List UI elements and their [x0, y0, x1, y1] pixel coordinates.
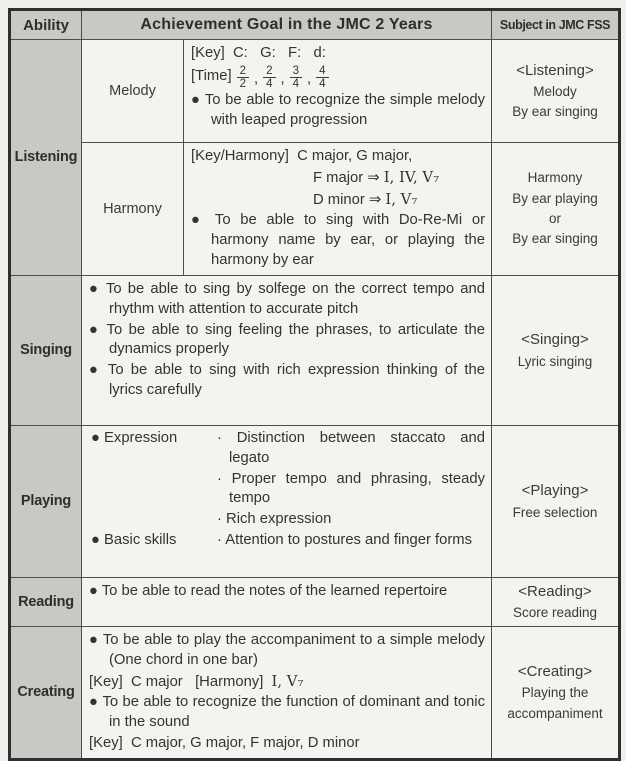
subject-line: Harmony — [527, 170, 583, 186]
subject-line: Lyric singing — [517, 353, 593, 369]
goal-cell-singing — [82, 275, 492, 425]
subject-cell-listening-melody — [492, 40, 620, 143]
ability-label-playing: Playing — [10, 425, 82, 577]
time-fraction: $\frac{4}{4}$ — [316, 65, 328, 90]
column-header-subject: Subject in JMC FSS — [492, 10, 620, 40]
playing-goal-grid — [89, 429, 485, 552]
ability-label-singing: Singing — [10, 275, 82, 425]
creating-goal-bullet: ● To be able to recognize the function of dominant and tonic in the sound — [89, 694, 485, 731]
subject-line: <Creating> — [517, 662, 593, 680]
time-fraction: $\frac{2}{4}$ — [263, 65, 275, 90]
subject-line: or — [548, 210, 561, 226]
table-header-row — [10, 10, 620, 40]
subject-line: By ear singing — [512, 231, 598, 247]
row-listening-melody — [10, 40, 620, 143]
singing-goal-bullet: ● To be able to sing with rich expression thinking of the lyrics carefully — [89, 362, 485, 398]
playing-item: · Rich expression — [217, 511, 332, 528]
subject-line: By ear playing — [512, 190, 598, 206]
harmony-goal-bullet: ● To be able to sing with Do-Re-Mi or harmony name by ear, or playing the harmony by ear — [191, 212, 485, 269]
goal-cell-playing — [82, 425, 492, 577]
playing-basic-skills-items — [217, 531, 485, 552]
row-singing — [10, 275, 620, 425]
creating-key-line: [Key] C major [Harmony] I, V₇ — [89, 672, 304, 690]
creating-goal-bullet: ● To be able to play the accompaniment to a simple melody (One chord in one bar) — [89, 631, 485, 668]
melody-goal-bullet: ● To be able to recognize the simple melody with leaped progression — [191, 91, 485, 128]
time-fraction: $\frac{3}{4}$ — [290, 65, 302, 90]
subject-cell-singing — [492, 275, 620, 425]
ability-label-reading: Reading — [10, 577, 82, 626]
subject-line: Score reading — [512, 605, 598, 620]
harmony-key-line: [Key/Harmony] C major, G major, — [191, 148, 413, 164]
playing-expression-label: ● Expression — [91, 429, 178, 446]
subject-line: <Reading> — [518, 582, 592, 600]
harmony-progression-line: F major ⇒ I, IV, V₇ — [313, 168, 440, 186]
subject-line: accompaniment — [507, 705, 603, 721]
row-playing — [10, 425, 620, 577]
playing-item: · Distinction between staccato and legato — [217, 429, 485, 466]
playing-item: · Proper tempo and phrasing, steady tempo — [217, 470, 485, 507]
time-fraction: $\frac{2}{2}$ — [237, 65, 249, 90]
subject-cell-creating — [492, 626, 620, 759]
goal-cell-harmony — [184, 143, 492, 276]
creating-key-line: [Key] C major, G major, F major, D minor — [89, 734, 360, 751]
singing-goal-bullet: ● To be able to sing by solfege on the correct tempo and rhythm with attention to accurate pitch — [89, 280, 485, 317]
goal-cell-melody — [184, 40, 492, 143]
subject-line: Free selection — [512, 504, 598, 520]
playing-expression-items — [217, 429, 485, 531]
subject-line: <Singing> — [521, 331, 589, 348]
singing-goal-bullet: ● To be able to sing feeling the phrases, to articulate the dynamics properly — [89, 321, 485, 358]
subject-line: <Listening> — [516, 61, 594, 79]
roman-numerals: I, IV, V₇ — [383, 168, 440, 186]
roman-numerals: I, V₇ — [385, 190, 418, 208]
subject-line: By ear singing — [512, 104, 598, 120]
playing-item: · Attention to postures and finger forms — [217, 531, 472, 548]
subject-line: Playing the — [521, 685, 589, 701]
subject-line: Melody — [533, 84, 577, 99]
roman-numerals: I, V₇ — [271, 672, 304, 690]
ability-label-creating: Creating — [10, 626, 82, 759]
ability-label-listening: Listening — [10, 40, 82, 276]
melody-key-line: [Key] C: G: F: d: — [191, 45, 326, 61]
row-reading — [10, 577, 620, 626]
column-header-ability: Ability — [10, 10, 82, 40]
row-creating — [10, 626, 620, 759]
time-label: [Time] — [191, 68, 232, 85]
goal-cell-creating — [82, 626, 492, 759]
column-header-goal: Achievement Goal in the JMC 2 Years — [82, 10, 492, 40]
reading-goal-bullet: ● To be able to read the notes of the learned repertoire — [89, 582, 448, 599]
subject-cell-reading — [492, 577, 620, 626]
row-listening-harmony — [10, 143, 620, 276]
subcategory-melody: Melody — [82, 40, 184, 143]
subject-cell-listening-harmony — [492, 143, 620, 276]
goal-cell-reading — [82, 577, 492, 626]
subject-line: <Playing> — [521, 482, 589, 499]
harmony-progression-line: D minor ⇒ I, V₇ — [313, 190, 418, 208]
achievement-goal-table — [8, 8, 621, 761]
playing-basic-skills-label: ● Basic skills — [91, 531, 177, 548]
melody-time-line: [Time] $\frac{2}{2}$ , $\frac{2}{4}$ , $\frac{3}{4}$ , $\frac{4}{4}$ — [191, 65, 485, 90]
subcategory-harmony: Harmony — [82, 143, 184, 276]
subject-cell-playing — [492, 425, 620, 577]
